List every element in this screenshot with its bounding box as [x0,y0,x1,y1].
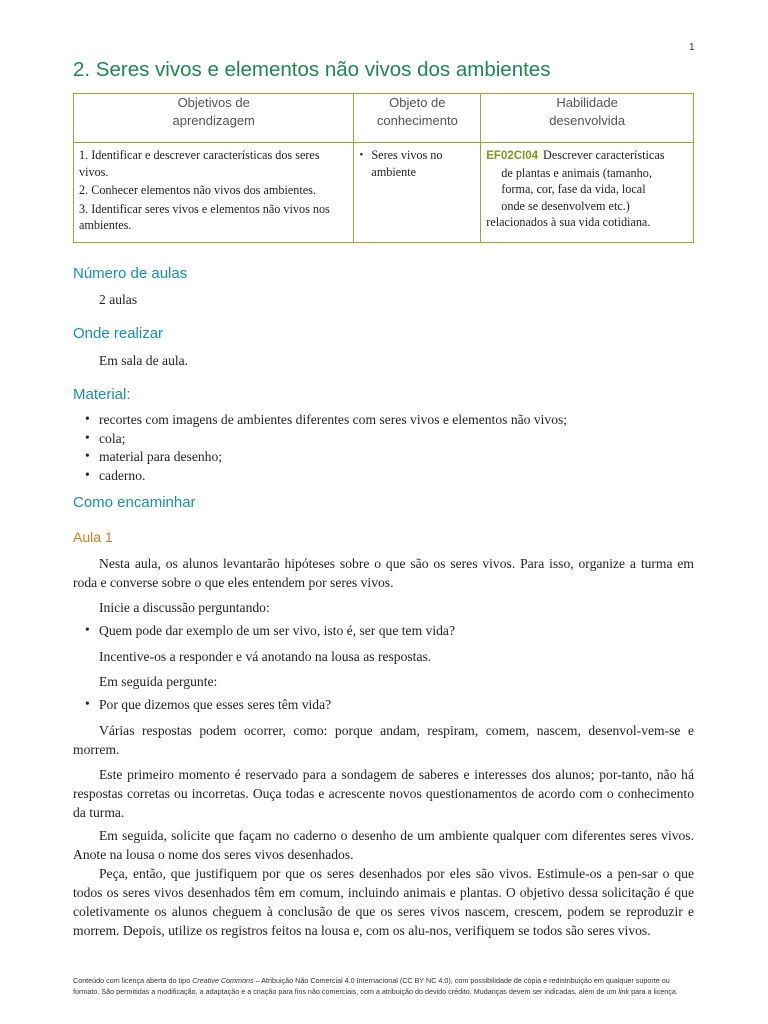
skill-code: EF02CI04 [486,150,539,162]
paragraph: Inicie a discussão perguntando: [99,600,270,615]
onde-realizar-text: Em sala de aula. [99,353,189,368]
page-title: 2. Seres vivos e elementos não vivos dos ambientes [73,58,551,81]
objectives-table [73,93,694,243]
numero-aulas-text: 2 aulas [99,292,138,307]
skill-cell: EF02CI04 Descrever características de plantas e animais (tamanho, forma, cor, fase da vida, local onde se desenvolvem etc.) relacionados à sua vida cotidiana. [481,143,694,243]
list-item: • cola; [85,430,567,449]
material-list [85,411,567,485]
page-number: 1 [689,42,695,53]
paragraph: Incentive-os a responder e vá anotando na lousa as respostas. [99,649,432,664]
section-numero-aulas-title: Número de aulas [73,265,188,282]
bullet-icon: • [359,149,364,161]
paragraph: Em seguida pergunte: [99,674,218,689]
skill-text: Descrever características [543,148,665,162]
section-onde-realizar-title: Onde realizar [73,325,164,342]
list-item: • Por que dizemos que esses seres têm vida? [85,696,331,715]
paragraph: Várias respostas podem ocorrer, como: porque andam, respiram, comem, nascem, desenvol-vem-se e morrem. [73,723,694,757]
section-como-encaminhar-title: Como encaminhar [73,494,196,511]
header-objeto: Objeto de conhecimento [354,94,481,143]
section-material-title: Material: [73,386,131,403]
objective-item: 3. Identificar seres vivos e elementos não vivos nos ambientes. [79,201,330,232]
knowledge-text: Seres vivos no ambiente [371,148,443,179]
paragraph: Este primeiro momento é reservado para a sondagem de saberes e interesses dos alunos; por-tanto, não há respostas corretas ou incorretas. Ouça todas e acrescente novos questionamentos de acordo com o conhecimento da turma. [73,767,694,820]
knowledge-cell [354,143,481,243]
list-item: • recortes com imagens de ambientes diferentes com seres vivos e elementos não vivos; [85,411,567,430]
paragraph: Nesta aula, os alunos levantarão hipóteses sobre o que são os seres vivos. Para isso, organize a turma em roda e converse sobre o que eles entendem por seres vivos. [73,556,694,590]
paragraph: Peça, então, que justifiquem por que os seres desenhados por eles são vivos. Estimule-os a pen-sar o que todos os seres vivos desenhados têm em comum, incluindo animais e plantas. O objetivo dessa solicitação é que coletivamente os alunos cheguem à conclusão de que os seres vivos nascem, crescem, podem se reproduzir e morrem. Depois, utilize os registros feitos na lousa e, com os alu-nos, verifiquem se todos são seres vivos. [73,866,694,938]
question-list [85,622,455,641]
header-habilidade: Habilidade desenvolvida [481,94,694,143]
objective-item: 1. Identificar e descrever características dos seres vivos. [79,148,320,179]
paragraph: Em seguida, solicite que façam no caderno o desenho de um ambiente qualquer com diferentes seres vivos. Anote na lousa o nome dos seres vivos desenhados. [73,828,694,862]
objective-item: 2. Conhecer elementos não vivos dos ambientes. [79,183,316,197]
question-list [85,696,331,715]
list-item: • Quem pode dar exemplo de um ser vivo, isto é, ser que tem vida? [85,622,455,641]
objectives-cell [74,143,354,243]
list-item: • caderno. [85,467,567,486]
header-objetivos: Objetivos de aprendizagem [74,94,354,143]
list-item: • material para desenho; [85,448,567,467]
aula-1-title: Aula 1 [73,529,113,545]
license-footer: Conteúdo com licença aberta do tipo Creative Commons – Atribuição Não Comercial 4.0 Internacional (CC BY NC 4.0), com possibilidade de cópia e redistribuição em qualquer suporte ou formato. São permitidas a modificação, a adaptação e a criação para fins não comerciais, com a atribuição do devido crédito. Mudanças devem ser indicadas, além de um link para a licença. [73,976,678,996]
